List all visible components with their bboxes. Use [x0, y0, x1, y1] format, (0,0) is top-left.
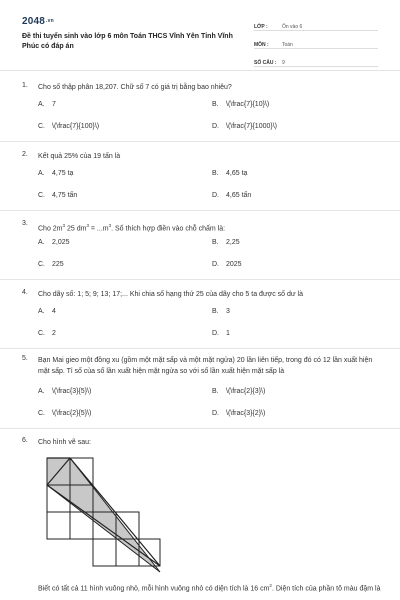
- option-key: C.: [38, 410, 45, 417]
- shaded-region: [47, 458, 160, 572]
- option-key: A.: [38, 308, 45, 315]
- stem-exponent: 3: [108, 223, 112, 228]
- question-number: 5.: [22, 355, 28, 362]
- question-stem: [38, 220, 382, 234]
- option-3c[interactable]: [38, 261, 64, 268]
- option-text: 1: [226, 330, 230, 337]
- option-key: D.: [212, 410, 219, 417]
- option-5a[interactable]: [38, 388, 91, 395]
- option-4c[interactable]: [38, 330, 56, 337]
- option-text: \(\frac{7}{1000}\): [226, 123, 277, 130]
- document-title: Đề thi tuyển sinh vào lớp 6 môn Toán THCS Vĩnh Yên Tỉnh Vĩnh Phúc có đáp án: [22, 33, 233, 50]
- document-header: [22, 14, 378, 64]
- option-text: 2,25: [226, 239, 240, 246]
- option-text: 2,025: [52, 239, 70, 246]
- option-text: 7: [52, 101, 56, 108]
- question-stem: Kết quả 25% của 19 tấn là: [38, 153, 121, 160]
- option-text: 225: [52, 261, 64, 268]
- option-key: B.: [212, 308, 219, 315]
- option-text: \(\frac{2}{5}\): [52, 410, 92, 417]
- meta-count: [254, 52, 378, 67]
- option-text: \(\frac{3}{5}\): [52, 388, 92, 395]
- option-text: \(\frac{3}{2}\): [226, 410, 266, 417]
- option-key: D.: [212, 261, 219, 268]
- document-meta: [254, 16, 378, 70]
- option-key: A.: [38, 239, 45, 246]
- brand-name: 2048: [22, 16, 46, 27]
- option-key: B.: [212, 239, 219, 246]
- stem-part: = ...m: [88, 225, 109, 233]
- meta-subject-value: Toán: [282, 42, 293, 48]
- question-number: 3.: [22, 220, 28, 227]
- option-key: C.: [38, 330, 45, 337]
- question-stem: Cho hình vẽ sau:: [38, 439, 91, 446]
- grid-figure: [44, 456, 162, 576]
- option-5c[interactable]: [38, 410, 91, 417]
- option-key: C.: [38, 261, 45, 268]
- option-text: 4,65 tấn: [226, 192, 252, 199]
- question-stem: Cho số thập phân 18,207. Chữ số 7 có giá trị bằng bao nhiêu?: [38, 84, 232, 91]
- option-4a[interactable]: [38, 308, 56, 315]
- option-key: B.: [212, 170, 219, 177]
- option-3d[interactable]: [212, 261, 242, 268]
- option-text: 2: [52, 330, 56, 337]
- option-key: C.: [38, 123, 45, 130]
- question-number: 6.: [22, 437, 28, 444]
- meta-count-value: 9: [282, 60, 285, 66]
- option-key: D.: [212, 123, 219, 130]
- question-divider: [0, 279, 400, 280]
- question-stem: Bạn Mai gieo một đồng xu (gồm một mặt sấp và một mặt ngửa) 20 lần liên tiếp, trong đó có 12 lần xuất hiện mặt sấp. Tỉ số của số lần xuất hiện mặt ngửa so với số lần xuất hiện mặt sấp là: [38, 357, 373, 375]
- question-divider: [0, 141, 400, 142]
- option-text: 4,75 tấn: [52, 192, 78, 199]
- stem-part: Cho 2m: [38, 225, 63, 233]
- option-4d[interactable]: [212, 330, 230, 337]
- option-key: A.: [38, 170, 45, 177]
- option-1d[interactable]: [212, 123, 277, 130]
- option-text: \(\frac{7}{100}\): [52, 123, 100, 130]
- question-divider: [0, 348, 400, 349]
- option-text: 4,75 tạ: [52, 170, 74, 177]
- option-2d[interactable]: [212, 192, 251, 199]
- option-key: C.: [38, 192, 45, 199]
- option-text: 4,65 tạ: [226, 170, 248, 177]
- meta-count-label: SỐ CÂU :: [254, 60, 277, 66]
- option-2c[interactable]: [38, 192, 77, 199]
- question-divider: [0, 210, 400, 211]
- stem-part: Biết có tất cả 11 hình vuông nhỏ, mỗi hình vuông nhỏ có diện tích là 16 cm: [38, 585, 270, 593]
- stem-exponent: 3: [86, 223, 89, 228]
- meta-class-value: Ôn vào 6: [282, 24, 303, 30]
- stem-part: . Số thích hợp điền vào chỗ chấm là:: [111, 225, 226, 233]
- option-text: 4: [52, 308, 56, 315]
- option-key: D.: [212, 330, 219, 337]
- option-text: \(\frac{7}{10}\): [226, 101, 270, 108]
- option-key: B.: [212, 101, 219, 108]
- option-5d[interactable]: [212, 410, 265, 417]
- option-2b[interactable]: [212, 170, 247, 177]
- option-key: D.: [212, 192, 219, 199]
- option-1b[interactable]: [212, 101, 269, 108]
- option-4b[interactable]: [212, 308, 230, 315]
- stem-exponent: 3: [62, 223, 66, 228]
- option-5b[interactable]: [212, 388, 265, 395]
- stem-part: 25 dm: [65, 225, 87, 233]
- question-divider: [0, 428, 400, 429]
- meta-subject-label: MÔN :: [254, 42, 269, 48]
- stem-exponent: 2: [269, 583, 272, 588]
- option-key: A.: [38, 388, 45, 395]
- question-number: 4.: [22, 289, 28, 296]
- brand-suffix: .vn: [46, 18, 54, 25]
- meta-class-label: LỚP :: [254, 24, 268, 30]
- option-text: 2025: [226, 261, 242, 268]
- meta-subject: [254, 34, 378, 49]
- option-text: \(\frac{2}{3}\): [226, 388, 266, 395]
- stem-part: . Diện tích của phần tô màu đậm là: [271, 585, 381, 593]
- option-key: B.: [212, 388, 219, 395]
- question-number: 2.: [22, 151, 28, 158]
- brand-logo[interactable]: [22, 16, 54, 27]
- question-figure: [44, 456, 162, 576]
- question-stem-continued: [38, 580, 382, 594]
- question-stem: Cho dãy số: 1; 5; 9; 13; 17;... Khi chia số hạng thứ 25 của dãy cho 5 ta được số dư là: [38, 291, 303, 298]
- option-3a[interactable]: [38, 239, 70, 246]
- option-key: A.: [38, 101, 45, 108]
- option-1a[interactable]: [38, 101, 56, 108]
- option-1c[interactable]: [38, 123, 99, 130]
- option-text: 3: [226, 308, 230, 315]
- meta-class: [254, 16, 378, 31]
- header-divider: [0, 70, 400, 71]
- option-2a[interactable]: [38, 170, 73, 177]
- option-3b[interactable]: [212, 239, 240, 246]
- question-number: 1.: [22, 82, 28, 89]
